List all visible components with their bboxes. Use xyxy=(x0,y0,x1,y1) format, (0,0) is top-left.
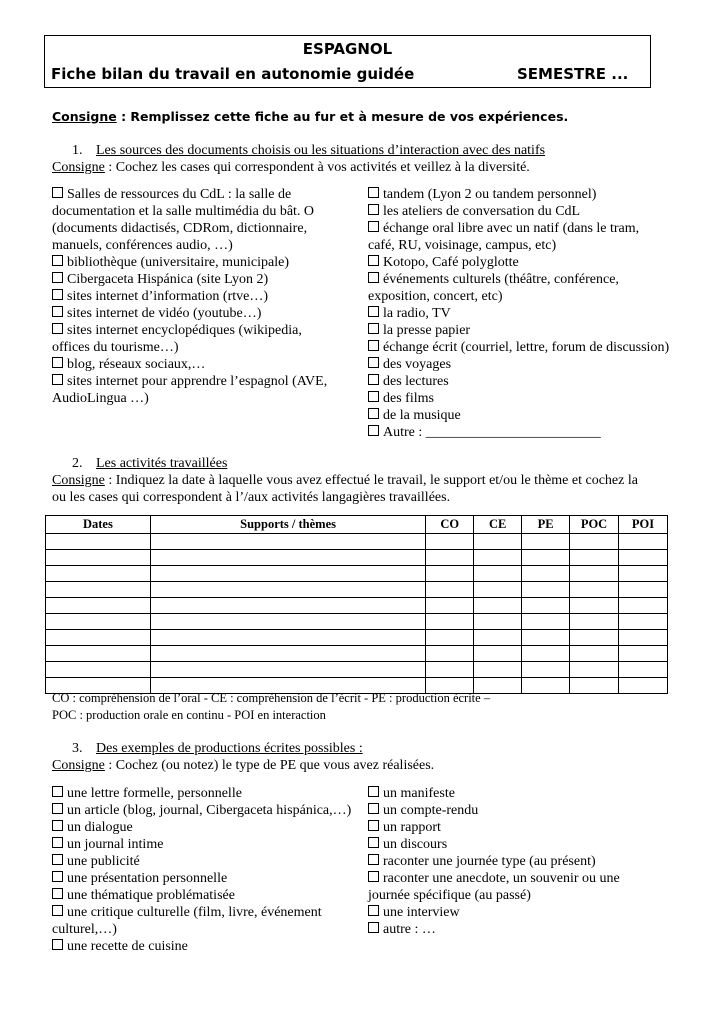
production-item[interactable] xyxy=(52,938,351,955)
checkbox-icon[interactable] xyxy=(368,854,379,865)
section3-instruction-text: : Cochez (ou notez) le type de PE que vous avez réalisées. xyxy=(104,758,435,773)
source-item[interactable] xyxy=(368,356,669,373)
source-item[interactable] xyxy=(368,390,669,407)
checkbox-icon[interactable] xyxy=(52,374,63,385)
source-item-label: Cibergaceta Hispánica (site Lyon 2) xyxy=(67,272,269,287)
production-item[interactable] xyxy=(52,785,351,802)
source-item-label: sites internet d’information (rtve…) xyxy=(67,289,268,304)
table-cell[interactable] xyxy=(522,598,570,614)
source-item-label: sites internet encyclopédiques (wikipedia, xyxy=(67,323,302,338)
checkbox-icon[interactable] xyxy=(52,187,63,198)
production-item-label: un manifeste xyxy=(383,786,455,801)
table-cell[interactable] xyxy=(522,678,570,694)
section3-instruction-label: Consigne xyxy=(52,758,105,773)
column-header: CO xyxy=(426,516,474,534)
checkbox-icon[interactable] xyxy=(368,408,379,419)
checkbox-icon[interactable] xyxy=(52,357,63,368)
table-cell[interactable] xyxy=(46,614,151,630)
section2-instruction-cont: ou les cases qui correspondent à l’/aux activités langagières travaillées. xyxy=(52,490,451,505)
production-item-label: un article (blog, journal, Cibergaceta hispánica,…) xyxy=(67,803,352,818)
source-item-label: café, RU, voisinage, campus, etc) xyxy=(368,238,557,253)
section2-title: Les activités travaillées xyxy=(96,456,228,471)
source-item-label: bibliothèque (universitaire, municipale) xyxy=(67,255,289,270)
table-cell[interactable] xyxy=(474,646,522,662)
source-item[interactable] xyxy=(52,254,327,271)
table-cell[interactable] xyxy=(619,678,668,694)
table-cell[interactable] xyxy=(150,614,425,630)
section3-left-column xyxy=(52,785,351,955)
production-item[interactable] xyxy=(368,785,620,802)
table-cell[interactable] xyxy=(46,662,151,678)
column-header: PE xyxy=(522,516,570,534)
source-item-label: Kotopo, Café polyglotte xyxy=(383,255,519,270)
section2-instruction-text: : Indiquez la date à laquelle vous avez effectué le travail, le support et/ou le thème et cochez la xyxy=(104,473,638,488)
table-cell[interactable] xyxy=(474,566,522,582)
table-cell[interactable] xyxy=(426,582,474,598)
source-item[interactable] xyxy=(368,373,669,390)
checkbox-icon[interactable] xyxy=(368,221,379,232)
table-cell[interactable] xyxy=(522,550,570,566)
table-cell[interactable] xyxy=(619,614,668,630)
production-item[interactable] xyxy=(368,853,620,870)
table-cell[interactable] xyxy=(570,582,619,598)
production-item-label: une critique culturelle (film, livre, événement xyxy=(67,905,322,920)
source-item[interactable] xyxy=(52,356,327,373)
abbreviation-legend: CO : compréhension de l’oral - CE : compréhension de l’écrit - PE : production écrite – xyxy=(52,691,491,705)
table-cell[interactable] xyxy=(474,598,522,614)
production-item-label: journée spécifique (au passé) xyxy=(368,888,531,903)
source-item-label: sites internet pour apprendre l’espagnol (AVE, xyxy=(67,374,328,389)
checkbox-icon[interactable] xyxy=(368,803,379,814)
table-cell[interactable] xyxy=(619,646,668,662)
checkbox-icon[interactable] xyxy=(368,357,379,368)
section1-instruction-text: : Cochez les cases qui correspondent à vos activités et veillez à la diversité. xyxy=(104,160,530,175)
source-item-label: la presse papier xyxy=(383,323,471,338)
abbreviation-legend-cont: POC : production orale en continu - POI en interaction xyxy=(52,708,326,722)
table-cell[interactable] xyxy=(46,534,151,550)
checkbox-icon[interactable] xyxy=(368,187,379,198)
table-cell[interactable] xyxy=(150,550,425,566)
checkbox-icon[interactable] xyxy=(368,905,379,916)
table-cell[interactable] xyxy=(619,534,668,550)
column-header: Dates xyxy=(46,516,151,534)
main-instruction xyxy=(52,108,568,125)
production-item-label: une présentation personnelle xyxy=(67,871,228,886)
source-item[interactable] xyxy=(52,322,327,339)
source-item-label: Salles de ressources du CdL : la salle de xyxy=(67,187,292,202)
table-cell[interactable] xyxy=(570,550,619,566)
source-item-label: offices du tourisme…) xyxy=(52,340,179,355)
table-cell[interactable] xyxy=(619,582,668,598)
production-item[interactable] xyxy=(52,836,351,853)
section2-number: 2. xyxy=(72,456,83,471)
table-cell[interactable] xyxy=(426,662,474,678)
column-header: Supports / thèmes xyxy=(150,516,425,534)
source-item-label: de la musique xyxy=(383,408,461,423)
table-cell[interactable] xyxy=(150,582,425,598)
source-item xyxy=(52,339,327,356)
source-item-label: des voyages xyxy=(383,357,452,372)
checkbox-icon[interactable] xyxy=(368,425,379,436)
section1-number: 1. xyxy=(72,143,83,158)
table-cell[interactable] xyxy=(426,534,474,550)
table-cell[interactable] xyxy=(426,646,474,662)
table-cell[interactable] xyxy=(570,534,619,550)
source-item[interactable] xyxy=(368,322,669,339)
production-item-label: un discours xyxy=(383,837,448,852)
production-item[interactable] xyxy=(368,870,620,887)
table-cell[interactable] xyxy=(619,550,668,566)
table-cell[interactable] xyxy=(474,550,522,566)
production-item-label: une publicité xyxy=(67,854,140,869)
checkbox-icon[interactable] xyxy=(52,786,63,797)
checkbox-icon[interactable] xyxy=(52,803,63,814)
checkbox-icon[interactable] xyxy=(52,820,63,831)
table-cell[interactable] xyxy=(426,630,474,646)
table-row xyxy=(46,582,668,598)
table-header-row xyxy=(46,516,668,534)
table-cell[interactable] xyxy=(522,582,570,598)
table-cell[interactable] xyxy=(570,662,619,678)
checkbox-icon[interactable] xyxy=(52,939,63,950)
section1-instruction-label: Consigne xyxy=(52,160,105,175)
table-cell[interactable] xyxy=(570,678,619,694)
source-item-label: (documents didactisés, CDRom, dictionnaire, xyxy=(52,221,308,236)
production-item-label: un compte-rendu xyxy=(383,803,479,818)
checkbox-icon[interactable] xyxy=(52,888,63,899)
production-item-label: une recette de cuisine xyxy=(67,939,188,954)
main-instruction-text: : Remplissez cette fiche au fur et à mesure de vos expériences. xyxy=(116,109,569,124)
production-item[interactable] xyxy=(52,904,351,921)
source-item-label: manuels, conférences audio, …) xyxy=(52,238,233,253)
table-cell[interactable] xyxy=(570,566,619,582)
checkbox-icon[interactable] xyxy=(52,289,63,300)
source-item[interactable] xyxy=(368,186,669,203)
header-box xyxy=(44,35,651,88)
table-row xyxy=(46,614,668,630)
source-item xyxy=(52,220,327,237)
source-item-label: tandem (Lyon 2 ou tandem personnel) xyxy=(383,187,597,202)
table-row xyxy=(46,662,668,678)
table-row xyxy=(46,646,668,662)
section2-instruction xyxy=(52,472,638,489)
activity-table xyxy=(45,515,668,694)
source-item xyxy=(52,237,327,254)
checkbox-icon[interactable] xyxy=(368,374,379,385)
source-item-label: Autre : _________________________ xyxy=(383,425,601,440)
table-cell[interactable] xyxy=(474,662,522,678)
table-cell[interactable] xyxy=(570,614,619,630)
table-cell[interactable] xyxy=(426,566,474,582)
checkbox-icon[interactable] xyxy=(368,204,379,215)
source-item-label: échange écrit (courriel, lettre, forum de discussion) xyxy=(383,340,670,355)
production-item[interactable] xyxy=(368,819,620,836)
source-item[interactable] xyxy=(52,288,327,305)
section3-right-column xyxy=(368,785,620,938)
source-item-label: événements culturels (théâtre, conférence, xyxy=(383,272,619,287)
checkbox-icon[interactable] xyxy=(52,854,63,865)
production-item-label: une lettre formelle, personnelle xyxy=(67,786,242,801)
production-item-label: un rapport xyxy=(383,820,441,835)
checkbox-icon[interactable] xyxy=(52,871,63,882)
checkbox-icon[interactable] xyxy=(368,340,379,351)
production-item[interactable] xyxy=(368,836,620,853)
section3-instruction xyxy=(52,757,434,774)
column-header: POI xyxy=(619,516,668,534)
table-cell[interactable] xyxy=(522,646,570,662)
production-item-label: autre : … xyxy=(383,922,436,937)
production-item[interactable] xyxy=(52,853,351,870)
checkbox-icon[interactable] xyxy=(368,922,379,933)
source-item xyxy=(368,237,669,254)
source-item[interactable] xyxy=(52,186,327,203)
table-row xyxy=(46,534,668,550)
production-item-label: culturel,…) xyxy=(52,922,117,937)
source-item-label: sites internet de vidéo (youtube…) xyxy=(67,306,262,321)
table-cell[interactable] xyxy=(522,566,570,582)
table-cell[interactable] xyxy=(46,550,151,566)
document-title: ESPAGNOL xyxy=(302,40,393,58)
table-cell[interactable] xyxy=(474,614,522,630)
checkbox-icon[interactable] xyxy=(368,255,379,266)
source-item xyxy=(52,203,327,220)
source-item-label: la radio, TV xyxy=(383,306,451,321)
section1-right-column xyxy=(368,186,669,441)
document-subtitle: Fiche bilan du travail en autonomie guidée xyxy=(51,65,415,83)
checkbox-icon[interactable] xyxy=(368,306,379,317)
table-cell[interactable] xyxy=(522,534,570,550)
table-cell[interactable] xyxy=(46,566,151,582)
source-item-label: des films xyxy=(383,391,434,406)
source-item[interactable] xyxy=(52,373,327,390)
production-item[interactable] xyxy=(368,802,620,819)
table-cell[interactable] xyxy=(150,598,425,614)
production-item[interactable] xyxy=(52,887,351,904)
table-cell[interactable] xyxy=(522,662,570,678)
checkbox-icon[interactable] xyxy=(368,272,379,283)
source-item-label: documentation et la salle multimédia du bât. O xyxy=(52,204,315,219)
production-item-label: un journal intime xyxy=(67,837,164,852)
source-item xyxy=(52,390,327,407)
table-cell[interactable] xyxy=(522,614,570,630)
production-item xyxy=(368,887,620,904)
production-item-label: une thématique problématisée xyxy=(67,888,235,903)
source-item-label: échange oral libre avec un natif (dans le tram, xyxy=(383,221,640,236)
section3-number: 3. xyxy=(72,741,83,756)
checkbox-icon[interactable] xyxy=(368,391,379,402)
table-row xyxy=(46,598,668,614)
checkbox-icon[interactable] xyxy=(52,905,63,916)
table-cell[interactable] xyxy=(426,550,474,566)
source-item-label: les ateliers de conversation du CdL xyxy=(383,204,581,219)
source-item[interactable] xyxy=(368,339,669,356)
table-cell[interactable] xyxy=(46,582,151,598)
source-item xyxy=(368,288,669,305)
table-row xyxy=(46,550,668,566)
table-cell[interactable] xyxy=(150,662,425,678)
checkbox-icon[interactable] xyxy=(368,820,379,831)
checkbox-icon[interactable] xyxy=(52,306,63,317)
checkbox-icon[interactable] xyxy=(368,837,379,848)
source-item[interactable] xyxy=(368,271,669,288)
table-cell[interactable] xyxy=(570,646,619,662)
production-item[interactable] xyxy=(368,921,620,938)
production-item[interactable] xyxy=(368,904,620,921)
section3-title: Des exemples de productions écrites possibles : xyxy=(96,741,363,756)
checkbox-icon[interactable] xyxy=(368,871,379,882)
source-item[interactable] xyxy=(52,271,327,288)
source-item-label: blog, réseaux sociaux,… xyxy=(67,357,206,372)
table-cell[interactable] xyxy=(46,630,151,646)
production-item xyxy=(52,921,351,938)
source-item[interactable] xyxy=(368,220,669,237)
source-item[interactable] xyxy=(368,203,669,220)
source-item[interactable] xyxy=(368,407,669,424)
table-cell[interactable] xyxy=(150,646,425,662)
semester-label: SEMESTRE ... xyxy=(517,65,629,83)
table-cell[interactable] xyxy=(46,598,151,614)
table-cell[interactable] xyxy=(619,566,668,582)
checkbox-icon[interactable] xyxy=(368,323,379,334)
section2-instruction-label: Consigne xyxy=(52,473,105,488)
table-cell[interactable] xyxy=(150,566,425,582)
column-header: CE xyxy=(474,516,522,534)
checkbox-icon[interactable] xyxy=(52,255,63,266)
table-cell[interactable] xyxy=(474,582,522,598)
table-cell[interactable] xyxy=(426,614,474,630)
section1-instruction xyxy=(52,159,530,176)
source-item[interactable] xyxy=(368,424,669,441)
checkbox-icon[interactable] xyxy=(52,272,63,283)
table-cell[interactable] xyxy=(474,534,522,550)
table-cell[interactable] xyxy=(619,598,668,614)
source-item[interactable] xyxy=(368,254,669,271)
production-item[interactable] xyxy=(52,870,351,887)
source-item-label: AudioLingua …) xyxy=(52,391,149,406)
source-item-label: des lectures xyxy=(383,374,449,389)
checkbox-icon[interactable] xyxy=(52,323,63,334)
table-cell[interactable] xyxy=(426,598,474,614)
source-item[interactable] xyxy=(52,305,327,322)
table-cell[interactable] xyxy=(570,630,619,646)
table-cell[interactable] xyxy=(619,662,668,678)
table-cell[interactable] xyxy=(474,630,522,646)
section1-title: Les sources des documents choisis ou les situations d’interaction avec des natifs xyxy=(96,143,546,158)
table-cell[interactable] xyxy=(522,630,570,646)
table-cell[interactable] xyxy=(150,534,425,550)
main-instruction-label: Consigne xyxy=(52,109,117,124)
table-cell[interactable] xyxy=(46,646,151,662)
production-item-label: une interview xyxy=(383,905,460,920)
table-cell[interactable] xyxy=(150,630,425,646)
table-row xyxy=(46,566,668,582)
production-item-label: raconter une anecdote, un souvenir ou une xyxy=(383,871,620,886)
production-item-label: un dialogue xyxy=(67,820,133,835)
section1-left-column xyxy=(52,186,327,407)
production-item-label: raconter une journée type (au présent) xyxy=(383,854,596,869)
table-cell[interactable] xyxy=(570,598,619,614)
table-cell[interactable] xyxy=(619,630,668,646)
column-header: POC xyxy=(570,516,619,534)
production-item[interactable] xyxy=(52,819,351,836)
source-item[interactable] xyxy=(368,305,669,322)
table-row xyxy=(46,630,668,646)
checkbox-icon[interactable] xyxy=(52,837,63,848)
checkbox-icon[interactable] xyxy=(368,786,379,797)
source-item-label: exposition, concert, etc) xyxy=(368,289,503,304)
production-item[interactable] xyxy=(52,802,351,819)
